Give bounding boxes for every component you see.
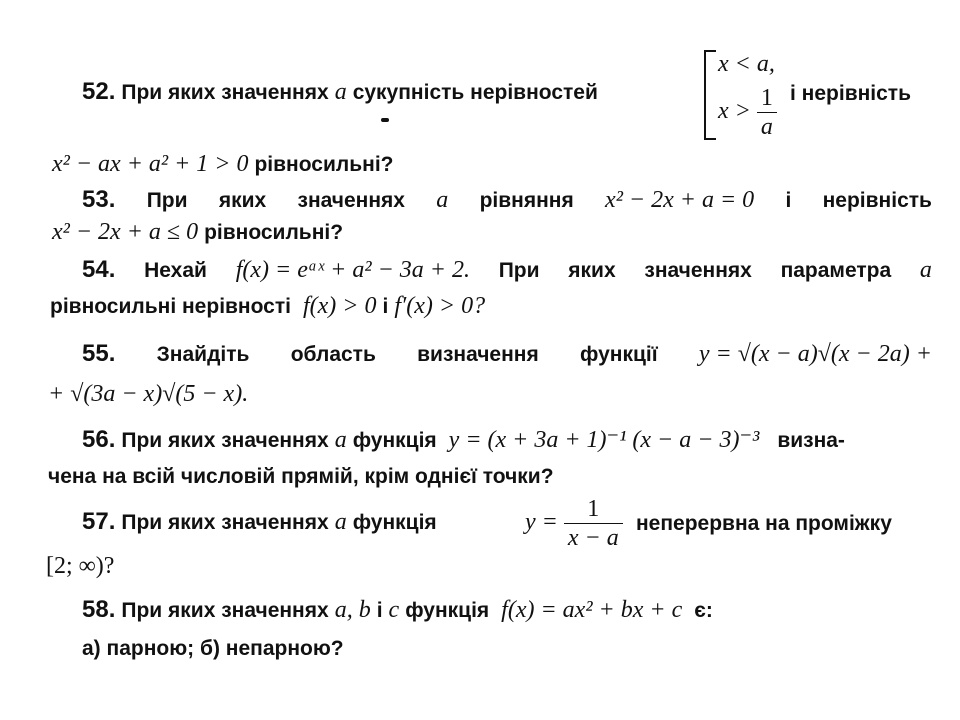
problem-55-line-2: + √(3a − x)√(5 − x). <box>48 381 249 407</box>
system-row-2: x > $\frac{1}{a}$ <box>718 86 777 139</box>
problem-54-line-2: рівносильні нерівності f(x) > 0 і f′(x) > 0? <box>50 293 486 319</box>
problem-number: 53. <box>82 186 116 213</box>
problem-52-line-1: 52. При яких значеннях a сукупність нерівностей <box>82 78 598 105</box>
problem-number: 54. <box>82 256 116 283</box>
problem-number: 52. <box>82 78 116 105</box>
problem-number: 57. <box>82 508 116 535</box>
system-bracket <box>704 50 716 140</box>
problem-57-line-1-end: неперервна на проміжку <box>636 512 892 535</box>
problem-56-line-2: чена на всій числовій прямій, крім однієї точки? <box>48 465 554 488</box>
problem-52-line-2: x² − ax + a² + 1 > 0 рівносильні? <box>52 151 394 177</box>
problem-57-line-1: 57. При яких значеннях a функція <box>82 508 437 535</box>
problem-55-line-1: 55. Знайдіть область визначення функції y = √(x − a)√(x − 2a) + <box>82 340 932 367</box>
system-row-1: x < a, <box>718 51 775 77</box>
problem-57-function: y = $\frac{1}{x - a}$ <box>525 496 623 550</box>
problem-57-line-2: [2; ∞)? <box>46 553 115 579</box>
problem-number: 55. <box>82 340 116 367</box>
fraction: $\frac{1}{a}$ <box>757 86 777 139</box>
problem-number: 58. <box>82 596 116 623</box>
problem-53-line-2: x² − 2x + a ≤ 0 рівносильні? <box>52 219 344 245</box>
problem-58-line-2: а) парною; б) непарною? <box>82 637 344 660</box>
problem-58-line-1: 58. При яких значеннях a, b і c функція f(x) = ax² + bx + c є: <box>82 596 713 623</box>
problem-56-line-1: 56. При яких значеннях a функція y = (x + 3a + 1)⁻¹ (x − a − 3)⁻³ визна- <box>82 426 845 453</box>
problem-number: 56. <box>82 426 116 453</box>
printing-speck <box>381 118 389 122</box>
problem-54-line-1: 54. Нехай f(x) = eᵃˣ + a² − 3a + 2. При яких значеннях параметра a <box>82 256 932 283</box>
fraction: $\frac{1}{x - a}$ <box>564 497 623 550</box>
problem-53-line-1: 53. При яких значеннях a рівняння x² − 2x + a = 0 і нерівність <box>82 186 932 213</box>
problem-52-line-1-end: і нерівність <box>790 82 911 105</box>
